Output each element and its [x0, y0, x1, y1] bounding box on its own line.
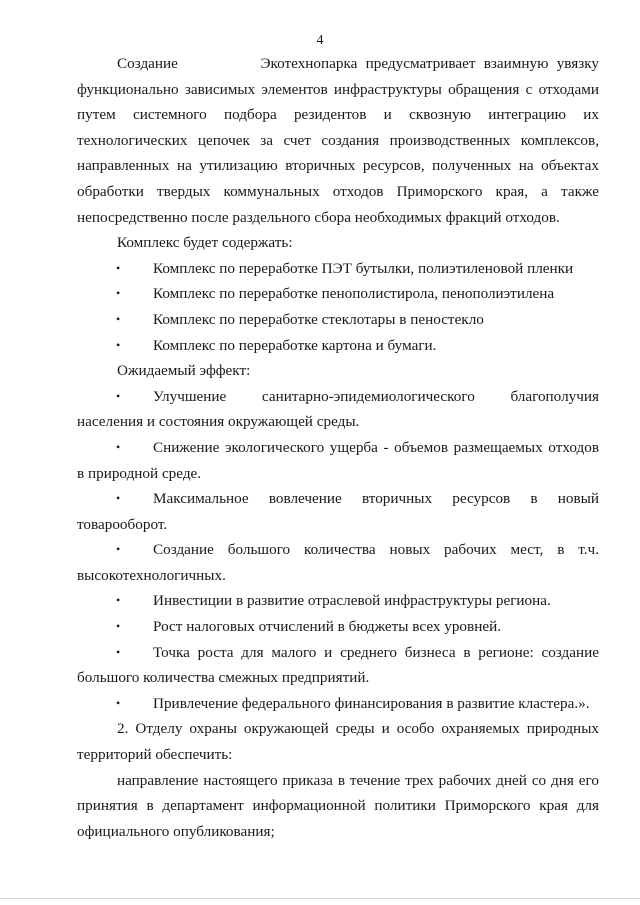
bullet-icon: •	[116, 337, 121, 352]
complex-item-text: Комплекс по переработке стеклотары в пеностекло	[153, 310, 484, 328]
bullet-icon: •	[116, 439, 121, 454]
effect-item-line: Точка роста для малого и среднего бизнеса в регионе: создание	[153, 643, 599, 661]
effect-item-continuation: большого количества смежных предприятий.	[77, 669, 370, 687]
effect-item-line: Улучшение санитарно-эпидемиологического благополучия	[153, 387, 599, 405]
effect-item	[77, 435, 599, 486]
bullet-icon: •	[116, 695, 121, 710]
page-number: 4	[316, 33, 324, 48]
effect-item-continuation: высокотехнологичных.	[77, 566, 226, 584]
section2-line-3: направление настоящего приказа в течение трех рабочих дней со дня его	[117, 771, 599, 789]
bullet-icon: •	[116, 644, 121, 659]
bullet-icon: •	[116, 491, 121, 506]
complex-list	[77, 256, 599, 358]
section2-line-1: 2. Отделу охраны окружающей среды и особо охраняемых природных	[117, 720, 599, 738]
bullet-icon: •	[116, 542, 121, 557]
bullet-icon: •	[116, 311, 121, 326]
complex-item-text: Комплекс по переработке картона и бумаги.	[153, 336, 437, 354]
effect-item-continuation: населения и состояния окружающей среды.	[77, 413, 360, 431]
page-bottom-edge	[0, 898, 640, 899]
effect-item-line: Рост налоговых отчислений в бюджеты всех уровней.	[153, 618, 501, 636]
complex-heading: Комплекс будет содержать:	[117, 234, 293, 252]
bullet-icon: •	[116, 388, 121, 403]
section2-line-5: официального опубликования;	[77, 822, 275, 840]
bullet-icon: •	[116, 260, 121, 275]
section2-line-2: территорий обеспечить:	[77, 746, 233, 764]
bullet-icon: •	[116, 593, 121, 608]
bullet-icon: •	[116, 619, 121, 634]
effect-item	[77, 614, 599, 640]
complex-item	[77, 281, 599, 307]
intro-line-7: непосредственно после раздельного сбора необходимых фракций отходов.	[77, 208, 560, 226]
effect-item	[77, 486, 599, 537]
bullet-icon: •	[116, 286, 121, 301]
complex-item-text: Комплекс по переработке ПЭТ бутылки, полиэтиленовой пленки	[153, 259, 574, 277]
document-body	[77, 51, 599, 844]
effect-item-line: Снижение экологического ущерба - объемов размещаемых отходов	[153, 438, 599, 456]
effect-item	[77, 588, 599, 614]
effect-item-line: Создание большого количества новых рабочих мест, в т.ч.	[153, 541, 599, 559]
effect-item-line: Максимальное вовлечение вторичных ресурсов в новый	[153, 490, 599, 508]
intro-line-2: функционально зависимых элементов инфраструктуры обращения с отходами	[77, 80, 599, 98]
effect-item-line: Инвестиции в развитие отраслевой инфраструктуры региона.	[153, 592, 551, 610]
effect-item-continuation: в природной среде.	[77, 464, 202, 482]
intro-line-4: технологических цепочек за счет создания производственных комплексов,	[77, 131, 599, 149]
effect-heading: Ожидаемый эффект:	[117, 362, 251, 380]
complex-item	[77, 307, 599, 333]
effect-item	[77, 640, 599, 691]
intro-line-5: направленных на утилизацию вторичных ресурсов, полученных на объектах	[77, 157, 599, 175]
complex-item-text: Комплекс по переработке пенополистирола, пенополиэтилена	[153, 285, 555, 303]
section2-line-4: принятия в департамент информационной политики Приморского края для	[77, 797, 599, 815]
complex-item	[77, 333, 599, 359]
effect-item-line: Привлечение федерального финансирования в развитие кластера.».	[153, 694, 590, 712]
effect-item-continuation: товарооборот.	[77, 515, 168, 533]
intro-line-3: путем системного подбора резидентов и сквозную интеграцию их	[77, 106, 599, 124]
complex-item	[77, 256, 599, 282]
effect-item	[77, 691, 599, 717]
intro-line-6: обработки твердых коммунальных отходов Приморского края, а также	[77, 182, 599, 200]
effects-list	[77, 384, 599, 717]
intro-line-1: Создание Экотехнопарка предусматривает взаимную увязку	[117, 55, 599, 72]
effect-item	[77, 384, 599, 435]
effect-item	[77, 537, 599, 588]
